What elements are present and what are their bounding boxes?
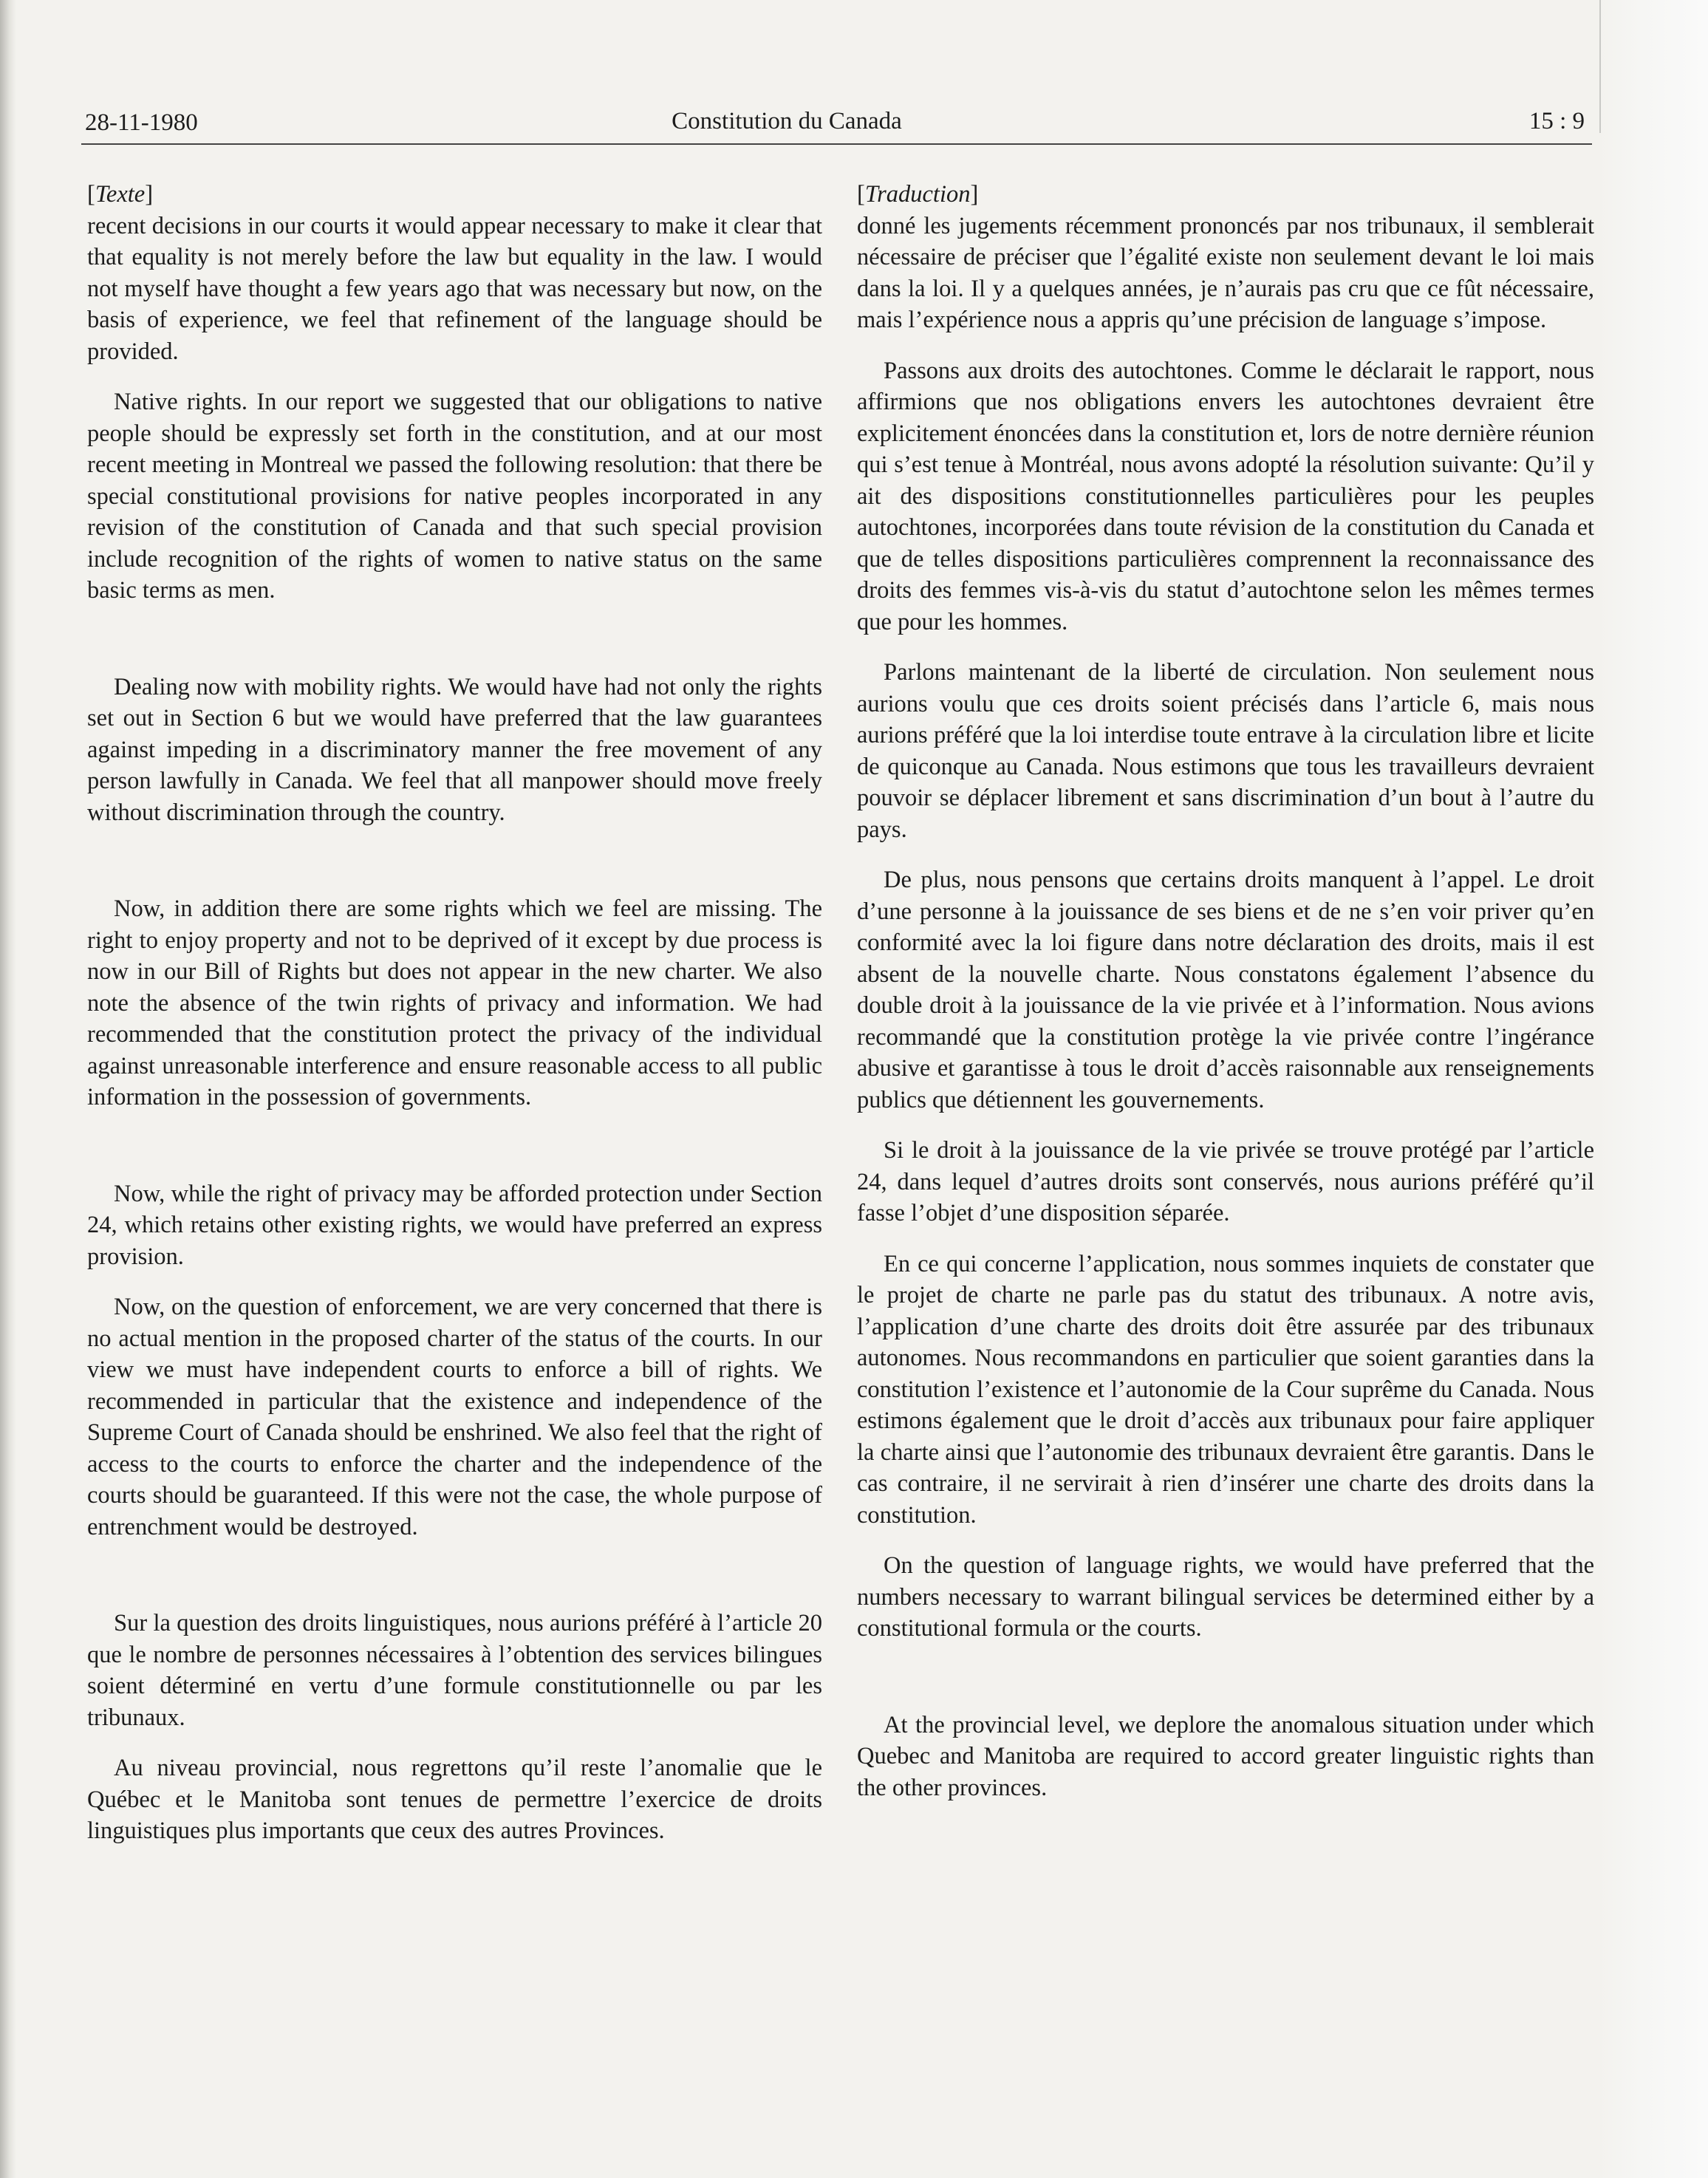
right-paragraph: Parlons maintenant de la liberté de circulation. Non seulement nous aurions voulu que ces droits soient précisés dans l’article 6, mais nous aurions préféré que la loi interdise toute entrave à la circulation libre et licite de quiconque au Canada. Nous estimons que tous les travailleurs devraient pouvoir se déplacer librement et sans discrimination d’un bout à l’autre du pays.: [857, 659, 1594, 843]
header-date: 28-11-1980: [85, 109, 198, 136]
left-paragraph: Au niveau provincial, nous regrettons qu’il reste l’anomalie que le Québec et le Manitoba sont tenues de permettre l’exercice de droits linguistiques plus importants que ceux des autres Provinces.: [87, 1755, 822, 1844]
left-paragraph: Sur la question des droits linguistiques, nous aurions préféré à l’article 20 que le nombre de personnes nécessaires à l’obtention des services bilingues soient déterminé en vertu d’une formule constitutionnelle ou par les tribunaux.: [87, 1610, 822, 1731]
left-paragraph: Native rights. In our report we suggested that our obligations to native people should be expressly set forth in the constitution, and at our most recent meeting in Montreal we passed the following resolution: that there be special constitutional provisions for native peoples incorporated in any revision of the constitution of Canada and that such special provision include recognition of the rights of women to native status on the same basic terms as men.: [87, 389, 822, 604]
left-paragraph: Now, on the question of enforcement, we are very concerned that there is no actual mention in the proposed charter of the status of the courts. In our view we must have independent courts to enforce a bill of rights. We recommended in particular that the existence and independence of the Supreme Court of Canada should be enshrined. We also feel that the right of access to the courts to enforce the charter and the independence of the courts should be guaranteed. If this were not the case, the whole purpose of entrenchment would be destroyed.: [87, 1294, 822, 1540]
tag-close-bracket: ]: [970, 181, 979, 208]
left-paragraph: Now, in addition there are some rights which we feel are missing. The right to enjoy property and not to be deprived of it except by due process is now in our Bill of Rights but does not appear in the new charter. We also note the absence of the twin rights of privacy and information. We had recommended that the constitution protect the privacy of the individual against unreasonable interference and ensure reasonable access to all public information in the possession of governments.: [87, 895, 822, 1110]
right-paragraph: De plus, nous pensons que certains droits manquent à l’appel. Le droit d’une personne à la jouissance de ses biens et de ne s’en voir priver qu’en conformité avec la loi figure dans notre déclaration des droits, mais il est absent de la nouvelle charte. Nous constatons également l’absence du double droit à la jouissance de la vie privée et à l’information. Nous avions recommandé que la constitution protège la vie privée contre l’ingérance abusive et garantisse à tous le droit d’accès raisonnable aux renseignements publics que détiennent les gouvernements.: [857, 867, 1594, 1113]
header-rule: [81, 143, 1592, 145]
header-page-number: 15 : 9: [1528, 108, 1585, 134]
tag-open-bracket: [: [857, 181, 865, 208]
left-paragraph: recent decisions in our courts it would appear necessary to make it clear that that equality is not merely before the law but equality in the law. I would not myself have thought a few years ago that was necessary but now, on the basis of experience, we feel that refinement of the language should be provided.: [87, 212, 822, 365]
tag-open-bracket: [: [87, 181, 95, 208]
header-title: Constitution du Canada: [672, 108, 902, 134]
left-column: [87, 179, 822, 1866]
page-header: [85, 103, 1592, 148]
right-paragraph: Passons aux droits des autochtones. Comme le déclarait le rapport, nous affirmions que nos obligations envers les autochtones devraient être explicitement énoncées dans la constitution et, lors de notre dernière réunion qui s’est tenue à Montréal, nous avons adopté la résolution suivante: Qu’il y ait des dispositions constitutionnelles particulières pour les peuples autochtones, incorporées dans toute révision de la constitution du Canada et que de telles dispositions particulières comprennent la reconnaissance des droits des femmes vis-à-vis du statut d’autochtone selon les mêmes termes que pour les hommes.: [857, 357, 1594, 635]
tag-label: Texte: [95, 181, 146, 208]
page-left-edge-shadow: [0, 0, 16, 2178]
right-paragraph: Si le droit à la jouissance de la vie privée se trouve protégé par l’article 24, dans lequel d’autres droits sont conservés, nous aurions préféré qu’il fasse l’objet d’une disposition séparée.: [857, 1137, 1594, 1226]
right-column-tag: [857, 179, 1594, 211]
left-paragraph: Dealing now with mobility rights. We would have had not only the rights set out in Section 6 but we would have preferred that the law guarantees against impeding in a discriminatory manner the free movement of any person lawfully in Canada. We feel that all manpower should move freely without discrimination through the country.: [87, 673, 822, 826]
right-paragraph: On the question of language rights, we would have preferred that the numbers necessary to warrant bilingual services be determined either by a constitutional formula or the courts.: [857, 1552, 1594, 1642]
page-right-curl: [1597, 0, 1708, 2178]
left-column-tag: [87, 179, 822, 211]
right-paragraph: donné les jugements récemment prononcés par nos tribunaux, il semblerait nécessaire de préciser que l’égalité existe non seulement devant le loi mais dans la loi. Il y a quelques années, je n’aurais pas cru que ce fût nécessaire, mais l’expérience nous a appris qu’une précision de language s’impose.: [857, 212, 1594, 333]
left-paragraph: Now, while the right of privacy may be afforded protection under Section 24, which retains other existing rights, we would have preferred an express provision.: [87, 1180, 822, 1270]
tag-label: Traduction: [864, 181, 971, 208]
tag-close-bracket: ]: [145, 181, 154, 208]
page-curl-line: [1599, 0, 1601, 133]
right-column: [857, 179, 1594, 1823]
right-paragraph: En ce qui concerne l’application, nous sommes inquiets de constater que le projet de charte ne parle pas du statut des tribunaux. A notre avis, l’application d’une charte des droits doit être assurée par des tribunaux autonomes. Nous recommandons en particulier que soient garanties dans la constitution l’existence et l’autonomie de la Cour suprême du Canada. Nous estimons également que le droit d’accès aux tribunaux pour faire appliquer la charte ainsi que l’autonomie des tribunaux devraient être garantis. Dans le cas contraire, il ne servirait à rien d’insérer une charte des droits dans la constitution.: [857, 1250, 1594, 1529]
right-paragraph: At the provincial level, we deplore the anomalous situation under which Quebec and Manitoba are required to accord greater linguistic rights than the other provinces.: [857, 1711, 1594, 1801]
